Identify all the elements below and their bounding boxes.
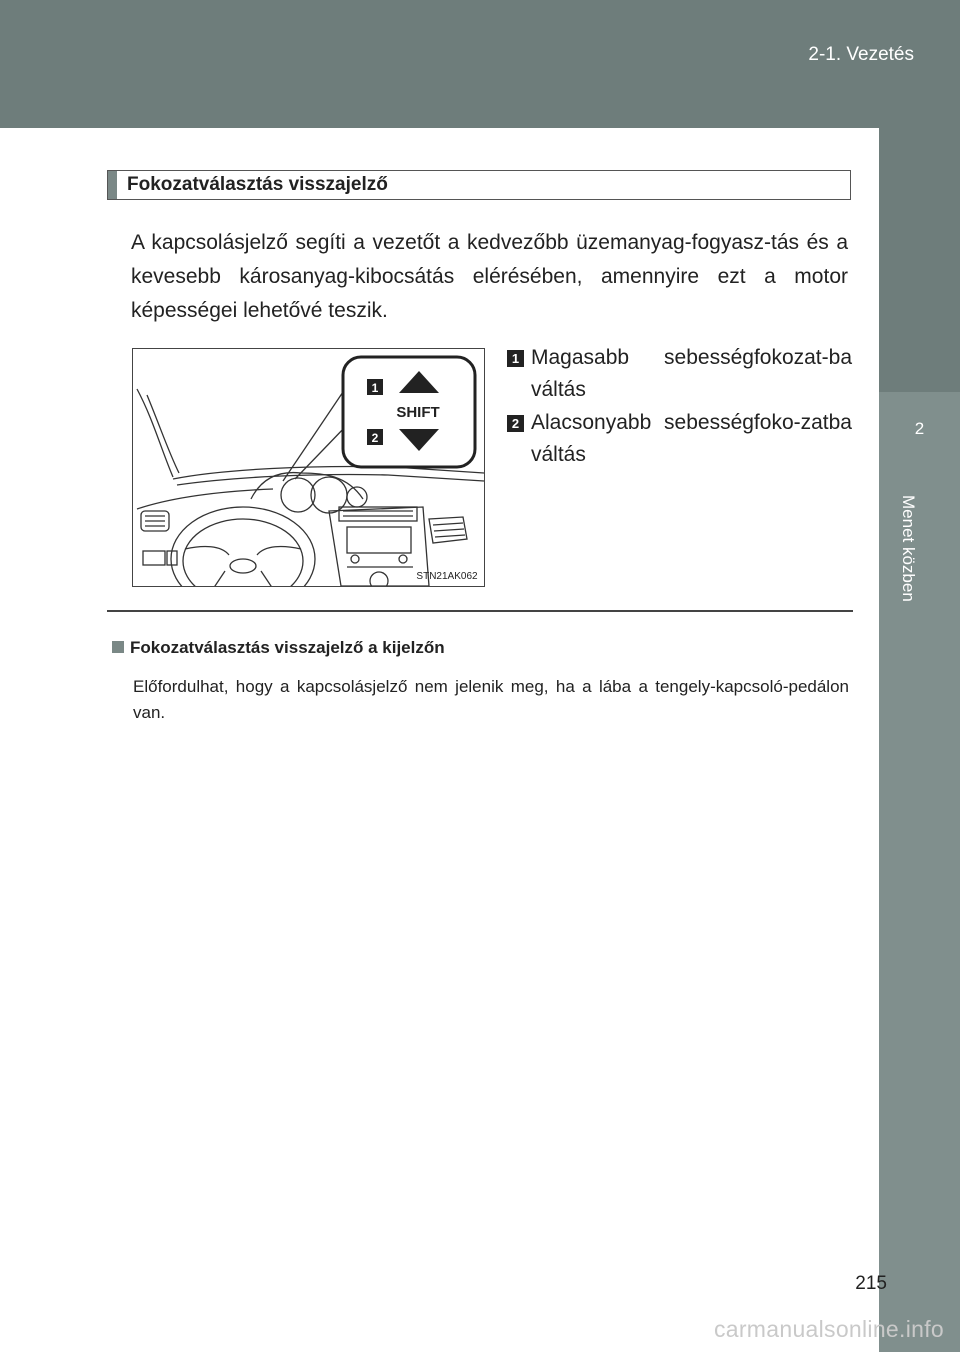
figure-code: STN21AK062 xyxy=(416,571,478,582)
legend-text-upshift: Magasabb sebességfokozat-ba váltás xyxy=(531,346,852,401)
note-heading xyxy=(112,638,445,658)
legend-text-downshift: Alacsonyabb sebességfoko-zatba váltás xyxy=(531,411,852,466)
chapter-tab[interactable] xyxy=(879,128,960,392)
legend-badge-2: 2 xyxy=(507,415,524,432)
square-bullet-icon xyxy=(112,641,124,653)
watermark: carmanualsonline.info xyxy=(713,1316,944,1342)
legend-badge-1: 1 xyxy=(507,350,524,367)
legend-item-upshift xyxy=(507,342,852,406)
section-heading xyxy=(107,170,851,200)
note-body: Előfordulhat, hogy a kapcsolásjelző nem jelenik meg, ha a lába a tengely-kapcsoló-pedálon van. xyxy=(133,677,849,722)
dashboard-illustration xyxy=(132,348,485,587)
section-title: 2-1. Vezetés xyxy=(808,44,914,65)
heading-marker xyxy=(108,171,117,199)
note-heading-text: Fokozatválasztás visszajelző a kijelzőn xyxy=(130,638,445,657)
chapter-label: Menet közben xyxy=(899,495,918,602)
chapter-number: 2 xyxy=(914,419,925,438)
chapter-tab-strip xyxy=(879,392,960,1352)
shift-label: SHIFT xyxy=(396,404,440,421)
intro-paragraph: A kapcsolásjelző segíti a vezetőt a kedvezőbb üzemanyag-fogyasz-tás és a kevesebb károsanyag-kibocsátás elérésében, amennyire ezt a motor képességei lehetővé teszik. xyxy=(131,231,848,322)
figure-badge-2: 2 xyxy=(371,431,379,445)
page-number: 215 xyxy=(855,1273,887,1294)
section-divider xyxy=(107,610,853,612)
dashboard-drawing xyxy=(133,349,484,586)
section-heading-text: Fokozatválasztás visszajelző xyxy=(127,174,388,195)
figure-badge-1: 1 xyxy=(371,381,379,395)
header-bar xyxy=(0,0,960,128)
legend-item-downshift xyxy=(507,407,852,471)
